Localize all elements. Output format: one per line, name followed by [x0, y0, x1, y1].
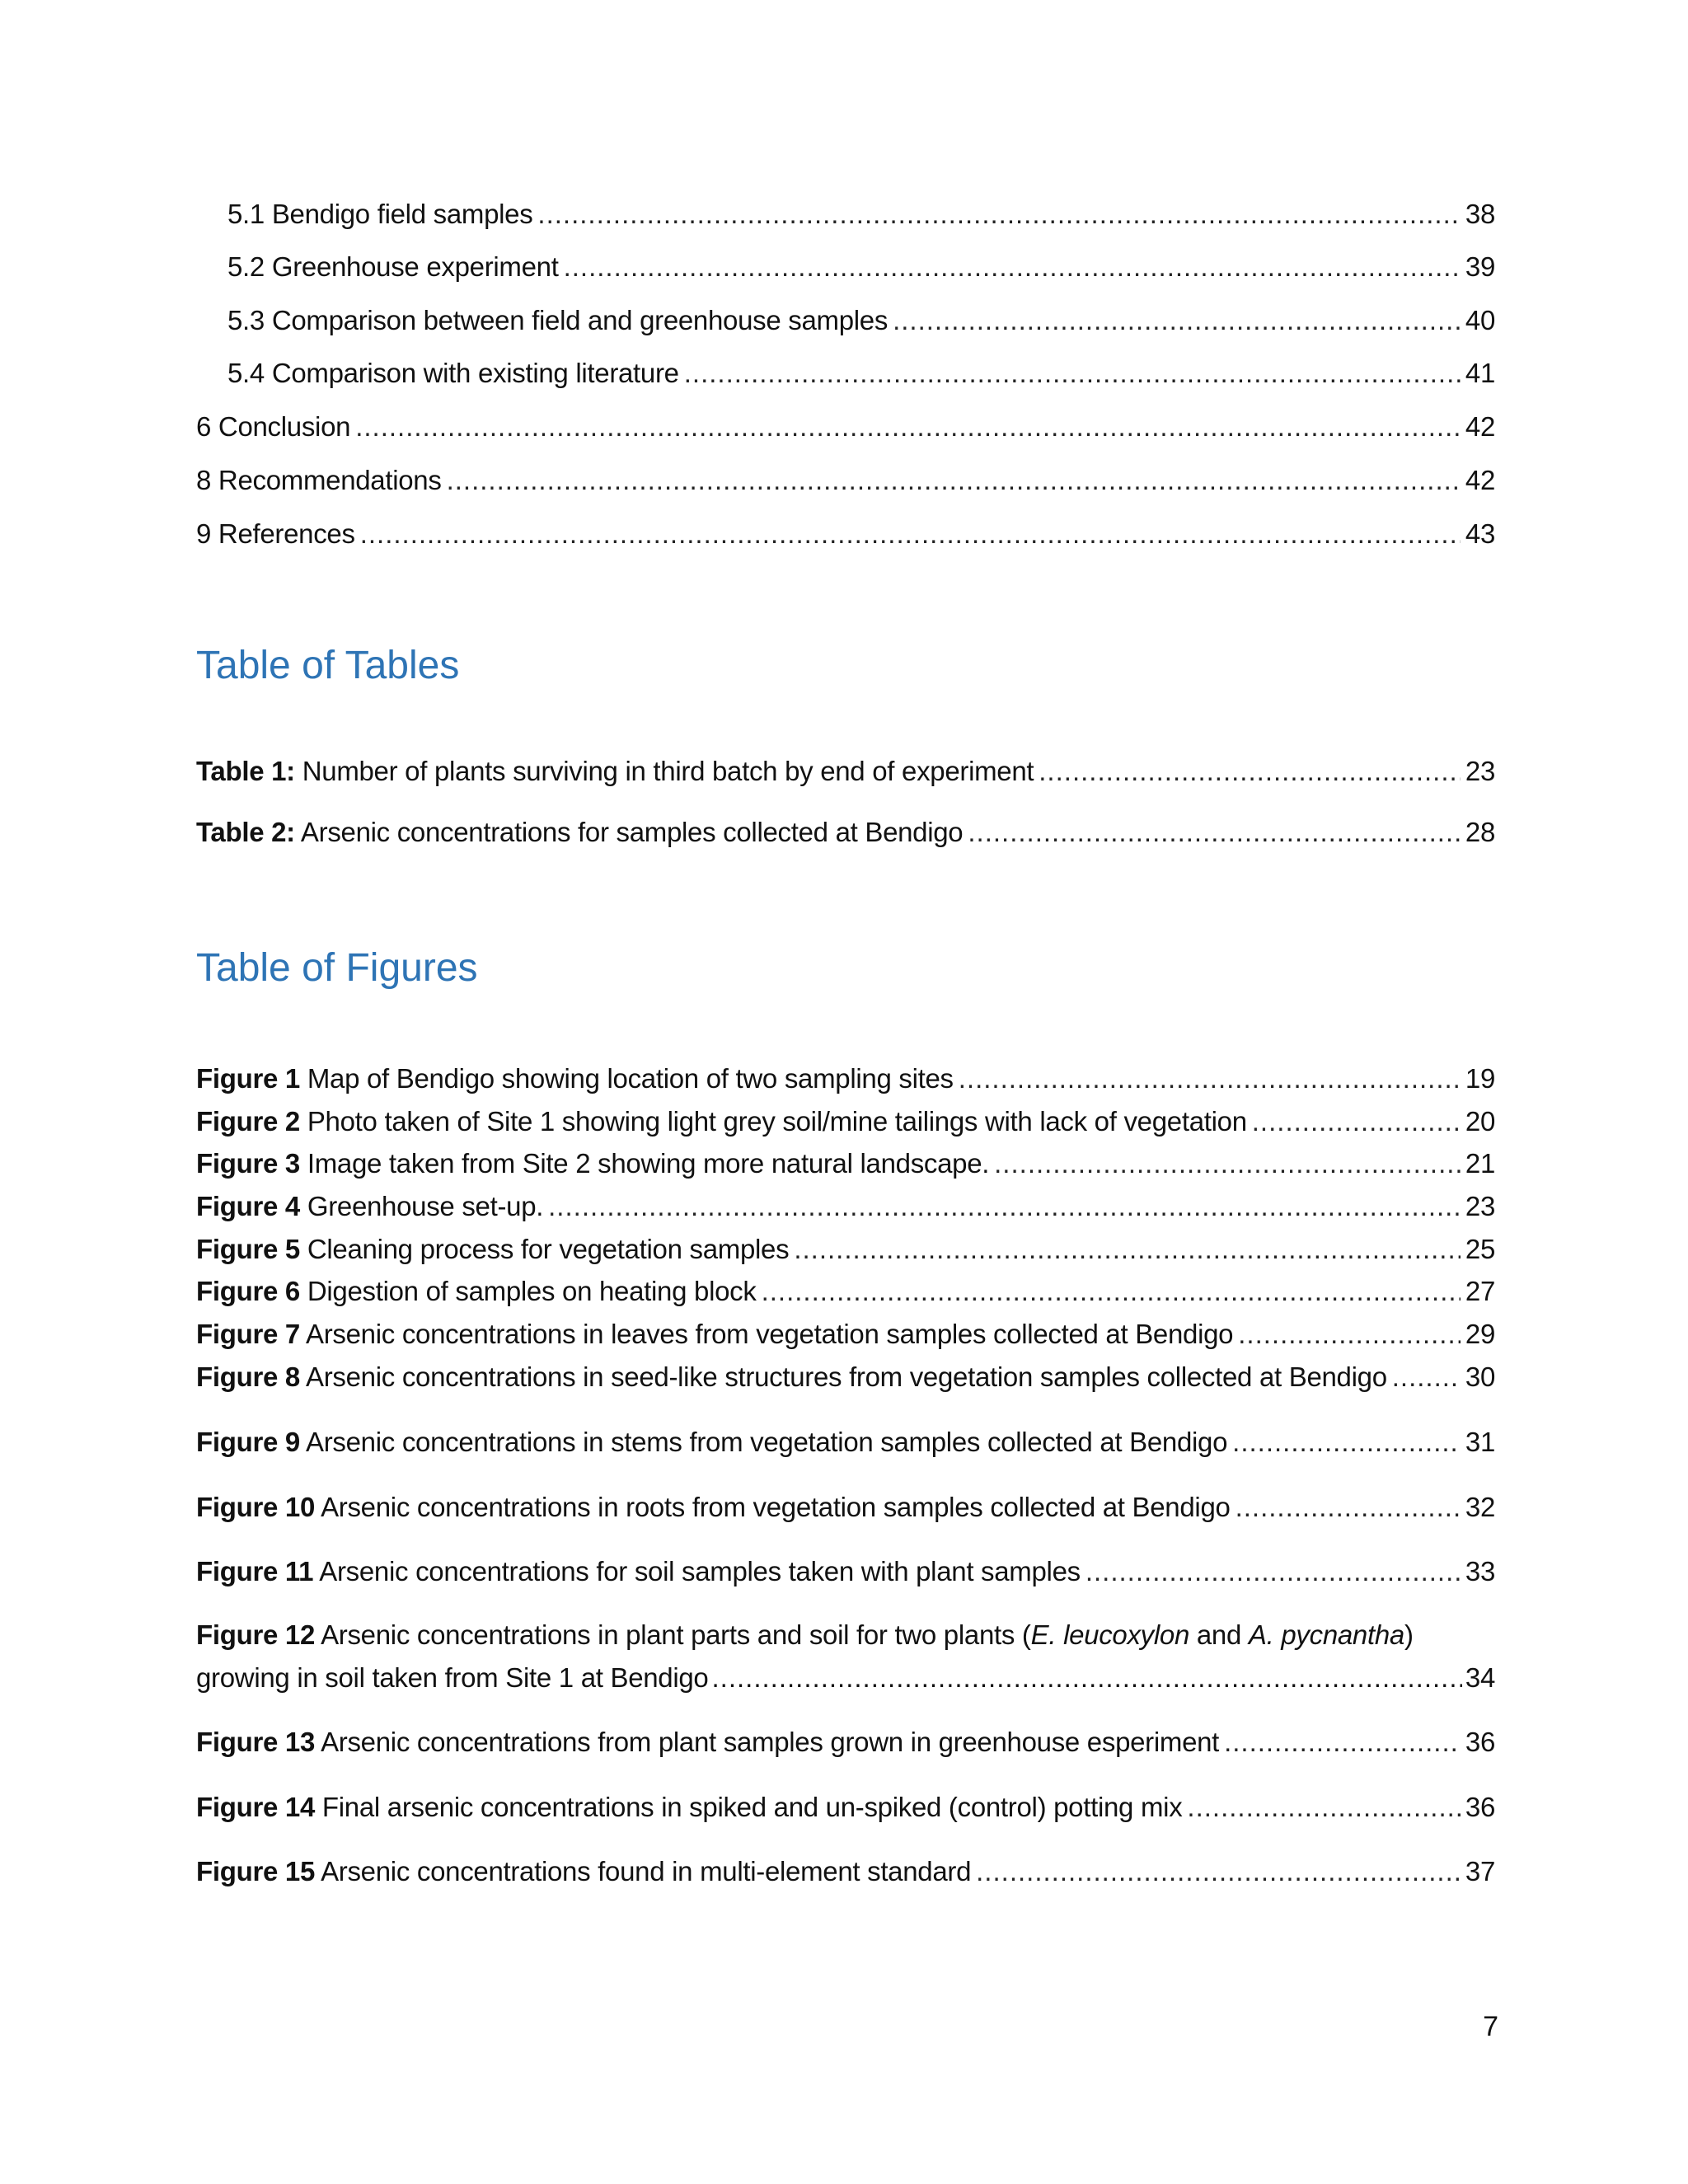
dot-leader: [976, 1854, 1461, 1890]
table-entry-page: 23: [1465, 756, 1495, 786]
figure-entry-page: 32: [1465, 1492, 1495, 1522]
table-entry[interactable]: [196, 753, 1495, 790]
dot-leader: [1392, 1359, 1461, 1395]
figure-entry-page: 25: [1465, 1234, 1495, 1264]
figure-entry-page: 34: [1465, 1662, 1495, 1693]
toc-entry-page: 41: [1465, 358, 1495, 388]
toc-entry[interactable]: [196, 409, 1495, 445]
figure-entry-page: 31: [1465, 1427, 1495, 1457]
dot-leader: [360, 516, 1461, 552]
toc-entry-label: 9 References: [196, 518, 355, 549]
figure-entry-prefix: Figure 15: [196, 1856, 316, 1886]
toc-entry[interactable]: [227, 196, 1495, 232]
table-entry-page: 28: [1465, 817, 1495, 847]
toc-entry-label: 5.4 Comparison with existing literature: [227, 358, 679, 388]
figure-entry-text: Digestion of samples on heating block: [307, 1276, 757, 1306]
figure-entry-text: Map of Bendigo showing location of two sampling sites: [307, 1063, 954, 1094]
figure-entry-page: 23: [1465, 1191, 1495, 1221]
dot-leader: [1236, 1489, 1461, 1526]
table-entry-prefix: Table 2:: [196, 817, 295, 847]
figure-entry-line1: [196, 1614, 1495, 1657]
figure-entry-text: Arsenic concentrations in plant parts and soil for two plants (: [321, 1619, 1031, 1650]
figure-entry-label: [196, 1231, 789, 1268]
toc-entry-label: 5.2 Greenhouse experiment: [227, 251, 559, 282]
figure-entry-page: 29: [1465, 1319, 1495, 1349]
dot-leader: [893, 302, 1461, 339]
figure-entry[interactable]: [196, 1316, 1495, 1352]
toc-entry[interactable]: [227, 249, 1495, 285]
dot-leader: [684, 355, 1461, 391]
figure-entry-text: Arsenic concentrations found in multi-element standard: [321, 1856, 972, 1886]
dot-leader: [1224, 1724, 1461, 1760]
dot-leader: [1187, 1789, 1460, 1825]
figure-entry[interactable]: [196, 1188, 1495, 1225]
figure-entry[interactable]: [196, 1061, 1495, 1097]
dot-leader: [994, 1146, 1461, 1182]
figure-entry-label: [196, 1854, 971, 1890]
figure-entry-prefix: Figure 1: [196, 1063, 300, 1094]
dot-leader: [548, 1188, 1461, 1225]
figure-entry-label: [196, 1104, 1247, 1140]
figure-entry-prefix: Figure 6: [196, 1276, 300, 1306]
figure-entry-page: 21: [1465, 1148, 1495, 1179]
dot-leader: [712, 1657, 1462, 1699]
figure-entry-text: Image taken from Site 2 showing more natural landscape.: [307, 1148, 990, 1179]
figure-entry-page: 19: [1465, 1063, 1495, 1094]
figure-entry[interactable]: [196, 1614, 1495, 1699]
dot-leader: [762, 1273, 1461, 1310]
figure-entry-text: Arsenic concentrations for soil samples taken with plant samples: [319, 1556, 1081, 1586]
figure-entry-page: 20: [1465, 1106, 1495, 1137]
figure-entry[interactable]: [196, 1554, 1495, 1590]
dot-leader: [1085, 1554, 1461, 1590]
toc-entry-page: 43: [1465, 518, 1495, 549]
figure-entry-prefix: Figure 13: [196, 1727, 316, 1757]
figure-entry-text: ): [1404, 1619, 1414, 1650]
figure-entry-prefix: Figure 5: [196, 1234, 300, 1264]
figure-entry-label: [196, 1724, 1219, 1760]
table-entry-text: Arsenic concentrations for samples collected at Bendigo: [300, 817, 964, 847]
figure-entry-prefix: Figure 10: [196, 1492, 316, 1522]
figure-entry[interactable]: [196, 1273, 1495, 1310]
figure-entry-label: [196, 1489, 1231, 1526]
figure-entry-text: Arsenic concentrations in seed-like structures from vegetation samples collected at Bendigo: [306, 1361, 1387, 1392]
figure-entry-text: Greenhouse set-up.: [307, 1191, 544, 1221]
figure-entry[interactable]: [196, 1359, 1495, 1395]
toc-entry[interactable]: [196, 516, 1495, 552]
figure-entry-prefix: Figure 14: [196, 1792, 316, 1822]
dot-leader: [1039, 753, 1461, 790]
figure-entry-page: 37: [1465, 1856, 1495, 1886]
toc-entry-page: 40: [1465, 305, 1495, 335]
figure-entry[interactable]: [196, 1146, 1495, 1182]
table-entry-label: [196, 753, 1034, 790]
figure-entry-label: [196, 1188, 543, 1225]
figure-entry-label: [196, 1789, 1182, 1825]
table-entry-label: [196, 814, 963, 851]
figure-entry-prefix: Figure 4: [196, 1191, 300, 1221]
figure-entry-label: [196, 1273, 757, 1310]
figure-entry-text: growing in soil taken from Site 1 at Bendigo: [196, 1662, 709, 1693]
figure-entry-text: Photo taken of Site 1 showing light grey soil/mine tailings with lack of vegetation: [307, 1106, 1247, 1137]
dot-leader: [447, 462, 1461, 499]
toc-entry-page: 42: [1465, 411, 1495, 442]
figure-entry-page: 36: [1465, 1792, 1495, 1822]
figure-entry-label: [196, 1359, 1387, 1395]
toc-entry-label: 6 Conclusion: [196, 411, 351, 442]
figure-entry-text: Arsenic concentrations from plant samples grown in greenhouse esperiment: [321, 1727, 1220, 1757]
dot-leader: [355, 409, 1461, 445]
figure-entry-label: [196, 1424, 1227, 1460]
figure-entry-prefix: Figure 7: [196, 1319, 300, 1349]
figure-entry-text: Arsenic concentrations in roots from vegetation samples collected at Bendigo: [321, 1492, 1231, 1522]
figure-entry-prefix: Figure 3: [196, 1148, 300, 1179]
figure-entry[interactable]: [196, 1424, 1495, 1460]
figure-entry-page: 36: [1465, 1727, 1495, 1757]
toc-entry-label: 5.1 Bendigo field samples: [227, 199, 533, 229]
table-entry[interactable]: [196, 814, 1495, 851]
toc-entry-label: 8 Recommendations: [196, 465, 442, 495]
table-entry-text: Number of plants surviving in third batch by end of experiment: [302, 756, 1034, 786]
dot-leader: [537, 196, 1460, 232]
dot-leader: [564, 249, 1461, 285]
toc-entry-page: 38: [1465, 199, 1495, 229]
figure-entry-text: Arsenic concentrations in leaves from vegetation samples collected at Bendigo: [306, 1319, 1234, 1349]
figure-entry[interactable]: [196, 1489, 1495, 1526]
toc-entry[interactable]: [196, 462, 1495, 499]
figure-entry-line2: [196, 1657, 1495, 1699]
figure-entry-page: 33: [1465, 1556, 1495, 1586]
toc-entry-page: 42: [1465, 465, 1495, 495]
figure-entry-page: 27: [1465, 1276, 1495, 1306]
species-name: E. leucoxylon: [1030, 1619, 1190, 1650]
page-number: 7: [1483, 2011, 1498, 2042]
figure-entry-text: and: [1189, 1619, 1249, 1650]
figure-entry-label: [196, 1554, 1081, 1590]
toc-entry[interactable]: [227, 302, 1495, 339]
figure-entry-text: Cleaning process for vegetation samples: [307, 1234, 790, 1264]
dot-leader: [794, 1231, 1461, 1268]
figure-entry-label: [196, 1061, 954, 1097]
figure-entry[interactable]: [196, 1231, 1495, 1268]
figure-entry-text: Arsenic concentrations in stems from vegetation samples collected at Bendigo: [306, 1427, 1228, 1457]
figure-entry-prefix: Figure 11: [196, 1556, 314, 1586]
dot-leader: [1252, 1104, 1461, 1140]
figure-entry-label: [196, 1316, 1233, 1352]
dot-leader: [959, 1061, 1461, 1097]
figure-entry[interactable]: [196, 1104, 1495, 1140]
toc-entry-label: 5.3 Comparison between field and greenhouse samples: [227, 305, 889, 335]
figure-entry[interactable]: [196, 1724, 1495, 1760]
toc-entry[interactable]: [227, 355, 1495, 391]
figure-entry-prefix: Figure 8: [196, 1361, 300, 1392]
dot-leader: [1232, 1424, 1461, 1460]
table-entry-prefix: Table 1:: [196, 756, 295, 786]
toc-entry-page: 39: [1465, 251, 1495, 282]
dot-leader: [1238, 1316, 1461, 1352]
figure-entry-page: 30: [1465, 1361, 1495, 1392]
figure-entry[interactable]: [196, 1789, 1495, 1825]
figure-entry-prefix: Figure 9: [196, 1427, 300, 1457]
table-of-figures-heading: Table of Figures: [196, 946, 478, 990]
figure-entry-prefix: Figure 12: [196, 1619, 316, 1650]
species-name: A. pycnantha: [1248, 1619, 1404, 1650]
dot-leader: [968, 814, 1461, 851]
figure-entry[interactable]: [196, 1854, 1495, 1890]
figure-entry-prefix: Figure 2: [196, 1106, 300, 1137]
figure-entry-text: Final arsenic concentrations in spiked and un-spiked (control) potting mix: [321, 1792, 1183, 1822]
table-of-tables-heading: Table of Tables: [196, 644, 460, 687]
figure-entry-label: [196, 1146, 989, 1182]
